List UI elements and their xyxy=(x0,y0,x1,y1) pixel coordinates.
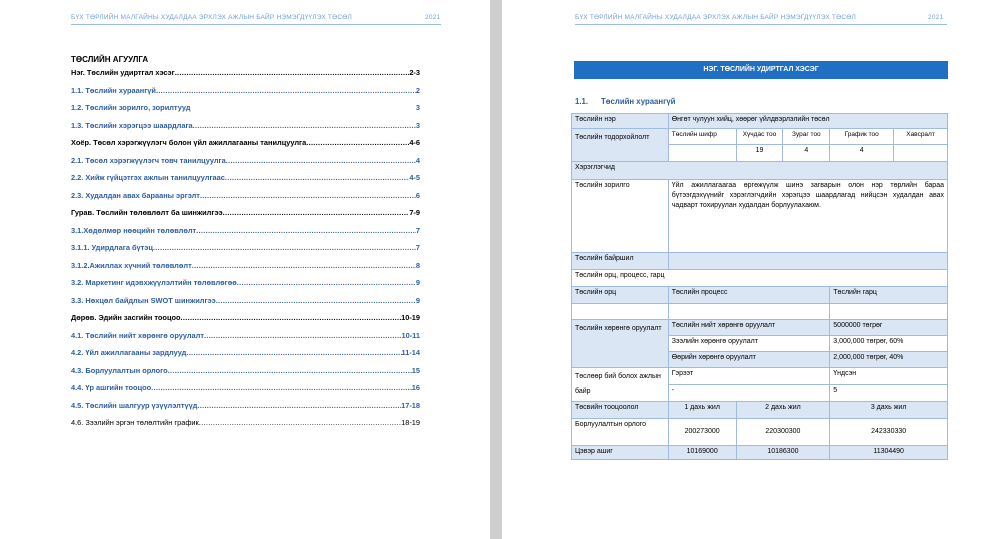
toc-entry-page: 18-19 xyxy=(401,418,420,427)
toc-leader xyxy=(197,400,401,418)
summary-table xyxy=(571,113,948,460)
toc-entry-page: 7 xyxy=(415,243,420,252)
toc-leader xyxy=(226,155,416,173)
toc-entry-text: 3.1.2.Ажиллах хүчний төлөвлөлт xyxy=(71,260,192,270)
toc-entry[interactable] xyxy=(71,120,420,138)
header-title-right: БҮХ ТӨРЛИЙН МАЛГАЙНЫ ХУДАЛДАА ЭРХЛЭХ АЖЛЫН БАЙР НЭМЭГДҮҮЛЭХ ТӨСӨЛ xyxy=(575,14,856,21)
toc-entry[interactable] xyxy=(71,417,420,435)
toc-entry-page: 17-18 xyxy=(401,400,420,410)
toc-leader xyxy=(200,190,416,208)
year-header: 1 дахь жил xyxy=(668,402,736,419)
toc-entry-text: 1.2. Төслийн зорилго, зорилтууд xyxy=(71,103,191,112)
toc-leader xyxy=(199,417,401,435)
toc-entry[interactable] xyxy=(71,295,420,313)
toc-entry-page: 4-6 xyxy=(409,138,420,147)
ident-value: 4 xyxy=(783,145,830,162)
toc-entry-text: 2.3. Худалдан авах барааны эргэлт xyxy=(71,190,200,200)
toc-entry-page: 7-9 xyxy=(409,208,420,217)
sales-label: Борлуулалтын орлого xyxy=(572,419,669,446)
toc-entry-page: 9 xyxy=(415,278,420,287)
toc-entry-page: 7 xyxy=(415,225,420,235)
invest-label: Төслийн хөрөнгө оруулалт xyxy=(572,320,669,368)
toc-entry-page: 16 xyxy=(411,383,420,392)
toc-entry-page: 8 xyxy=(415,260,420,270)
header-rule-left xyxy=(71,24,441,25)
toc-entry-text: Дөрөв. Эдийн засгийн тооцоо xyxy=(71,313,181,322)
toc-entry[interactable] xyxy=(71,277,420,295)
goal-label: Төслийн зорилго xyxy=(572,180,669,253)
location-label: Төслийн байршил xyxy=(572,253,669,270)
page-gutter xyxy=(490,0,502,539)
toc-entry-text: Нэг. Төслийн удиртгал хэсэг xyxy=(71,68,175,77)
input-cell xyxy=(572,304,669,320)
toc-leader xyxy=(193,120,416,138)
toc-leader xyxy=(168,365,412,383)
toc-entry-text: Гурав. Төслийн төлөвлөлт ба шинжилгээ xyxy=(71,208,223,217)
toc-entry[interactable] xyxy=(71,330,420,348)
toc-entry[interactable] xyxy=(71,347,420,365)
header-year-left: 2021 xyxy=(425,14,441,21)
invest-key: Төслийн нийт хөрөнгө оруулалт xyxy=(668,320,830,336)
process-label: Төслийн орц, процесс, гарц xyxy=(572,270,948,287)
calc-label: Төсвийн тооцоолол xyxy=(572,402,669,419)
toc-leader xyxy=(151,382,412,400)
toc-list xyxy=(71,67,420,435)
toc-leader xyxy=(216,295,416,313)
ident-value: 4 xyxy=(830,145,894,162)
toc-entry[interactable] xyxy=(71,102,420,120)
ident-header: Хүчдас тоо xyxy=(736,129,783,145)
toc-leader xyxy=(306,137,409,155)
toc-leader xyxy=(186,347,401,365)
toc-leader xyxy=(156,85,416,103)
toc-entry-text: 3.2. Маркетинг идэвхжүүлэлтийн төлөвлөгөө xyxy=(71,278,237,287)
header-title-left: БҮХ ТӨРЛИЙН МАЛГАЙНЫ ХУДАЛДАА ЭРХЛЭХ АЖЛЫН БАЙР НЭМЭГДҮҮЛЭХ ТӨСӨЛ xyxy=(71,14,352,21)
toc-entry-text: 2.1. Төсөл хэрэгжүүлэгч товч танилцуулга xyxy=(71,155,226,165)
invest-key: Зээлийн хөрөнгө оруулалт xyxy=(668,336,830,352)
toc-entry-text: 4.3. Борлуулалтын орлого xyxy=(71,365,168,375)
ident-label: Төслийн тодорхойлолт xyxy=(572,129,669,162)
toc-leader xyxy=(204,330,402,348)
rights-value: 5 xyxy=(830,385,948,402)
invest-key: Өөрийн хөрөнгө оруулалт xyxy=(668,352,830,368)
toc-entry-page: 2-3 xyxy=(409,68,420,77)
invest-value: 5000000 төгрөг xyxy=(830,320,948,336)
toc-entry-text: 3.1.1. Удирдлага бүтэц xyxy=(71,243,153,252)
invest-value: 2,000,000 төгрөг, 40% xyxy=(830,352,948,368)
toc-entry-page: 10-11 xyxy=(401,330,420,340)
toc-entry[interactable] xyxy=(71,400,420,418)
profit-label: Цэвэр ашиг xyxy=(572,446,669,460)
subsection-heading xyxy=(575,97,675,106)
year-header: 3 дахь жил xyxy=(830,402,948,419)
toc-entry-page: 15 xyxy=(411,365,420,375)
toc-leader xyxy=(192,260,416,278)
ident-value: 19 xyxy=(736,145,783,162)
toc-entry[interactable] xyxy=(71,242,420,260)
ident-header: Төслийн шифр xyxy=(668,129,736,145)
toc-entry[interactable] xyxy=(71,382,420,400)
toc-entry-page: 11-14 xyxy=(401,348,420,357)
toc-entry[interactable] xyxy=(71,260,420,278)
sales-value: 242330330 xyxy=(830,419,948,446)
output-cell xyxy=(830,304,948,320)
rights-header: Гэрээт xyxy=(668,368,830,385)
toc-entry-text: 3.1.Хөдөлмөр нөөцийн төлөвлөлт xyxy=(71,225,197,235)
toc-entry-page: 3 xyxy=(415,120,420,130)
name-label: Төслийн нэр xyxy=(572,114,669,129)
header-rule-right xyxy=(575,24,947,25)
toc-leader xyxy=(196,225,416,243)
toc-entry-text: Хоёр. Төсөл хэрэгжүүлэгч болон үйл ажиллагааны танилцуулга xyxy=(71,138,307,147)
input-label: Төслийн орц xyxy=(572,287,669,304)
toc-entry[interactable] xyxy=(71,312,420,330)
rights-label: Төслөөр бий болох ажлын байр xyxy=(572,368,669,402)
toc-entry-page: 4 xyxy=(415,155,420,165)
ident-header: Зураг тоо xyxy=(783,129,830,145)
name-value: Өнгөт чулуун хийц, хөөрөг үйлдвэрлэлийн төсөл xyxy=(668,114,947,129)
toc-entry-text: 4.4. Үр ашгийн тооцоо xyxy=(71,383,152,392)
location-value xyxy=(668,253,947,270)
ident-value xyxy=(894,145,948,162)
toc-entry-text: 1.3. Төслийн хэрэгцээ шаардлага xyxy=(71,120,193,130)
profit-value: 10169000 xyxy=(668,446,736,460)
sales-value: 220300300 xyxy=(736,419,830,446)
ident-value xyxy=(668,145,736,162)
toc-entry-page: 3 xyxy=(415,103,420,112)
toc-entry-text: 2.2. Хийж гүйцэтгэх ажлын танилцуулгаас xyxy=(71,173,225,182)
toc-entry-text: 4.5. Төслийн шалгуур үзүүлэлтүүд xyxy=(71,400,198,410)
toc-entry[interactable] xyxy=(71,190,420,208)
toc-entry[interactable] xyxy=(71,225,420,243)
invest-value: 3,000,000 төгрөг, 60% xyxy=(830,336,948,352)
toc-leader xyxy=(175,67,410,85)
profit-value: 10186300 xyxy=(736,446,830,460)
rights-value: - xyxy=(668,385,830,402)
toc-entry[interactable] xyxy=(71,172,420,190)
sales-value: 200273000 xyxy=(668,419,736,446)
toc-entry[interactable] xyxy=(71,155,420,173)
toc-entry-page: 10-19 xyxy=(401,313,420,322)
toc-entry[interactable] xyxy=(71,85,420,103)
toc-entry-text: 4.1. Төслийн нийт хөрөнгө оруулалт xyxy=(71,330,204,340)
year-header: 2 дахь жил xyxy=(736,402,830,419)
toc-entry-page: 9 xyxy=(415,295,420,305)
toc-entry[interactable] xyxy=(71,365,420,383)
toc-entry-text: 3.3. Нөхцөл байдлын SWOT шинжилгээ xyxy=(71,295,216,305)
toc-leader xyxy=(225,172,409,190)
ident-header: Хавсралт xyxy=(894,129,948,145)
toc-entry-page: 4-5 xyxy=(409,173,420,182)
profit-value: 11304490 xyxy=(830,446,948,460)
ident-header: График тоо xyxy=(830,129,894,145)
toc-entry-text: 4.6. Зээлийн эргэн төлөлтийн график xyxy=(71,418,199,427)
toc-entry[interactable] xyxy=(71,67,420,85)
process-column: Төслийн процесс xyxy=(668,287,830,304)
toc-entry-text: 1.1. Төслийн хураангүй xyxy=(71,85,156,95)
toc-entry-text: 4.2. Үйл ажиллагааны зардлууд xyxy=(71,348,187,357)
process-cell xyxy=(668,304,830,320)
needs-label: Хэрэглэгчид xyxy=(572,162,948,180)
output-column: Төслийн гарц xyxy=(830,287,948,304)
subsection-title: Төслийн хураангүй xyxy=(601,97,676,106)
toc-leader xyxy=(181,312,402,330)
toc-entry-page: 6 xyxy=(415,190,420,200)
rights-header: Үндсэн xyxy=(830,368,948,385)
section-banner: НЭГ. ТӨСЛИЙН УДИРТГАЛ ХЭСЭГ xyxy=(574,61,948,79)
subsection-number: 1.1. xyxy=(575,97,589,106)
header-year-right: 2021 xyxy=(928,14,944,21)
toc-entry[interactable] xyxy=(71,207,420,225)
toc-entry-page: 2 xyxy=(415,85,420,95)
toc-leader xyxy=(153,242,416,260)
toc-title: ТӨСЛИЙН АГУУЛГА xyxy=(71,55,149,64)
toc-entry[interactable] xyxy=(71,137,420,155)
goal-text: Үйл ажиллагаагаа өргөжүүлж шинэ загварын олон нэр төрлийн бараа бүтээгдэхүүнийг хэрэглэгчдийн хэрэгцээ шаардлагад нийцсэн худалдан авах чадварт тохируулан худалдан борлуулахаюм. xyxy=(668,180,947,253)
toc-leader xyxy=(237,277,416,295)
toc-leader xyxy=(223,207,410,225)
